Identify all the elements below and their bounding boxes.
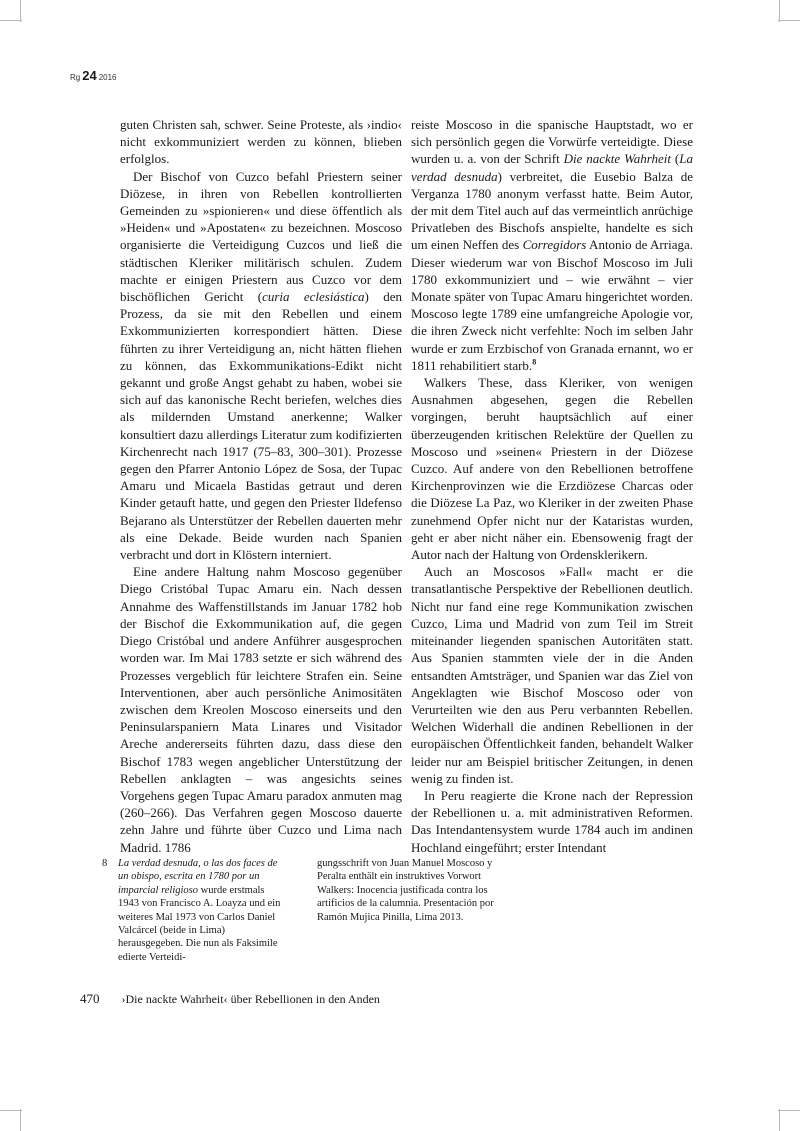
paragraph [120,563,402,855]
paragraph [120,168,402,564]
text-run: reiste Moscoso in die spanische Hauptstadt, wo er sich persönlich gegen die Vorwürfe verteidigte. Diese wurden u. a. von der Schrift [411,117,693,167]
text-column-left [120,116,402,856]
issue-year: 2016 [98,73,117,82]
text-run: ) den Prozess, da sie mit den Rebellen und einem Exkommunizierten korrespondiert hätten. Diese führten zu ihrer Verteidigung an, nicht hätten fliehen zu können, das Exkommunikations-Edikt nicht gekannt und große Angst gehabt zu haben, wobei sie sich auf das kanonische Recht beriefen, welches dies als mildernden Umstand anerkenne; Walker konsultiert dazu allerdings Literatur zum kodifizierten Kirchenrecht nach 1917 (75–83, 300–301). Prozesse gegen den Pfarrer Antonio López de Sosa, der Tupac Amaru und Micaela Bastidas getraut und deren Kinder getauft hatte, und gegen den Priester Ildefenso Bejarano als Unterstützer der Rebellen dauerten mehr als eine Dekade. Beide wurden nach Spanien verbracht und dort in Klöstern interniert. [120,289,402,563]
text-run: Walkers These, dass Kleriker, von wenigen Ausnahmen abgesehen, gegen die Rebellen vorgingen, beruht hauptsächlich auf einer überzeugenden kritischen Relektüre der Quellen zu Moscoso und »seinen« Priestern in der Diözese Cuzco. Auf andere von den Rebellionen betroffene Kirchenprovinzen wie die Erzdiözese Charcas oder die Diözese La Paz, wo Kleriker in der zweiten Phase zunehmend Opfer nicht nur der Kataristas wurden, geht er aber nicht näher ein. Ebensowenig fragt der Autor nach der Haltung von Ordensklerikern. [411,375,693,563]
text-column-right [411,116,693,856]
footnote-text-column-1 [118,857,288,964]
crop-mark [20,0,21,22]
italic-text: Die nackte Wahrheit [563,151,672,167]
journal-abbrev: Rg [70,73,81,82]
crop-mark [779,0,780,22]
running-title: ›Die nackte Wahrheit‹ über Rebellionen in den Anden [121,992,380,1006]
text-run: In Peru reagierte die Krone nach der Repression der Rebellionen u. a. mit administrativen Reformen. Das Intendantensystem wurde 1784 auch im andinen Hochland eingeführt; erster Intendant [411,787,693,855]
footnote-text-column-2 [317,857,507,924]
paragraph [411,563,693,787]
text-run: Antonio de Arriaga. Dieser wiederum war von Bischof Moscoso im Juli 1780 exkommuniziert und – wie erwähnt – vier Monate später von Tupac Amaru hingerichtet worden. Moscoso legte 1789 eine umfangreiche Apologie vor, die ihren Zweck nicht verfehlte: Noch im selben Jahr wurde er zum Erzbischof von Granada ernannt, wo er 1811 rehabilitiert starb. [411,237,693,373]
text-run: Auch an Moscosos »Fall« macht er die transatlantische Perspektive der Rebellionen deutlich. Nicht nur fand eine rege Kommunikation zwischen Cuzco, Lima und Madrid von zum Teil im Streit miteinander liegenden spanischen Autoritäten statt. Aus Spanien stammten viele der in die Anden entsandten Amtsträger, und Spanien war das Ziel von Angeklagten wie Bischof Moscoso oder von Verurteilten wie den aus Peru verbannten Rebellen. Welchen Widerhall die andinen Rebellionen in der europäischen Öffentlichkeit fanden, behandelt Walker leider nur am Beispiel britischer Zeitungen, in denen wenig zu finden ist. [411,564,693,786]
text-run: gungsschrift von Juan Manuel Moscoso y Peralta enthält ein instruktives Vorwort Walkers: Inocencia justificada contra los artificios de la calumnia. Presentación por Ramón Mujica Pinilla, Lima 2013. [317,858,494,923]
running-head [70,68,117,83]
footnote-number: 8 [102,858,108,869]
crop-mark [778,20,800,21]
crop-mark [20,1109,21,1131]
paragraph [411,374,693,563]
italic-text: curia eclesiástica [262,289,365,305]
crop-mark [779,1109,780,1131]
italic-text: Corregidors [522,237,587,253]
page-footer [80,991,380,1007]
paragraph [411,787,693,856]
page-number: 470 [80,991,100,1006]
crop-mark [0,20,22,21]
text-run: wurde erstmals 1943 von Francisco A. Loayza und ein weiteres Mal 1973 von Carlos Daniel Valcárcel (beide in Lima) herausgegeben. Die nun als Faksimile edierte Verteidi- [118,884,281,963]
italic-text: La verdad desnuda, o las dos faces de un obispo, escrita en 1780 por un imparcial religioso [118,858,278,896]
issue-number: 24 [82,68,97,83]
crop-mark [778,1110,800,1111]
text-run: guten Christen sah, schwer. Seine Proteste, als ›indio‹ nicht exkommuniziert werden zu können, blieben erfolglos. [120,117,402,167]
italic-text: La verdad desnuda [411,151,693,184]
paragraph [411,116,693,374]
footnote-reference: 8 [532,357,537,367]
text-run: ) verbreitet, die Eusebio Balza de Verganza 1780 anonym verfasst hatte. Beim Autor, der mit dem Titel auch auf das vermeintlich anrüchige Privatleben des Bischofs anspielte, handelte es sich um einen Neffen des [411,168,693,253]
text-run: ( [671,151,680,167]
text-run: Der Bischof von Cuzco befahl Priestern seiner Diözese, in ihren von Rebellen kontrollierten Gemeinden zu »spionieren« und diese öffentlich als »Heiden« und »Apostaten« zu bezeichnen. Moscoso organisierte die Verteidigung Cuzcos und ließ die städtischen Kleriker militärisch schulen. Zudem machte er einigen Priestern aus Cuzco vor dem bischöflichen Gericht ( [120,168,402,305]
crop-mark [0,1110,22,1111]
text-run: Eine andere Haltung nahm Moscoso gegenüber Diego Cristóbal Tupac Amaru ein. Nach dessen Annahme des Waffenstillstands im Januar 1782 hob der Bischof die Exkommunikation auf, die gegen Diego Cristóbal und andere Anführer ausgesprochen worden war. Im Mai 1783 setzte er sich während des Prozesses vergeblich für leichtere Strafen ein. Seine Interventionen, aber auch persönliche Animositäten zwischen dem Kreolen Moscoso einerseits und den Peninsularspaniern Mata Linares und Visitador Areche andererseits führten dazu, dass diese den Bischof 1783 wegen angeblicher Unterstützung der Rebellen anklagten – was angesichts seines Vorgehens gegen Tupac Amaru paradox anmuten mag (260–266). Das Verfahren gegen Moscoso dauerte zehn Jahre und führte über Cuzco und Lima nach Madrid. 1786 [120,564,402,855]
paragraph [120,116,402,168]
